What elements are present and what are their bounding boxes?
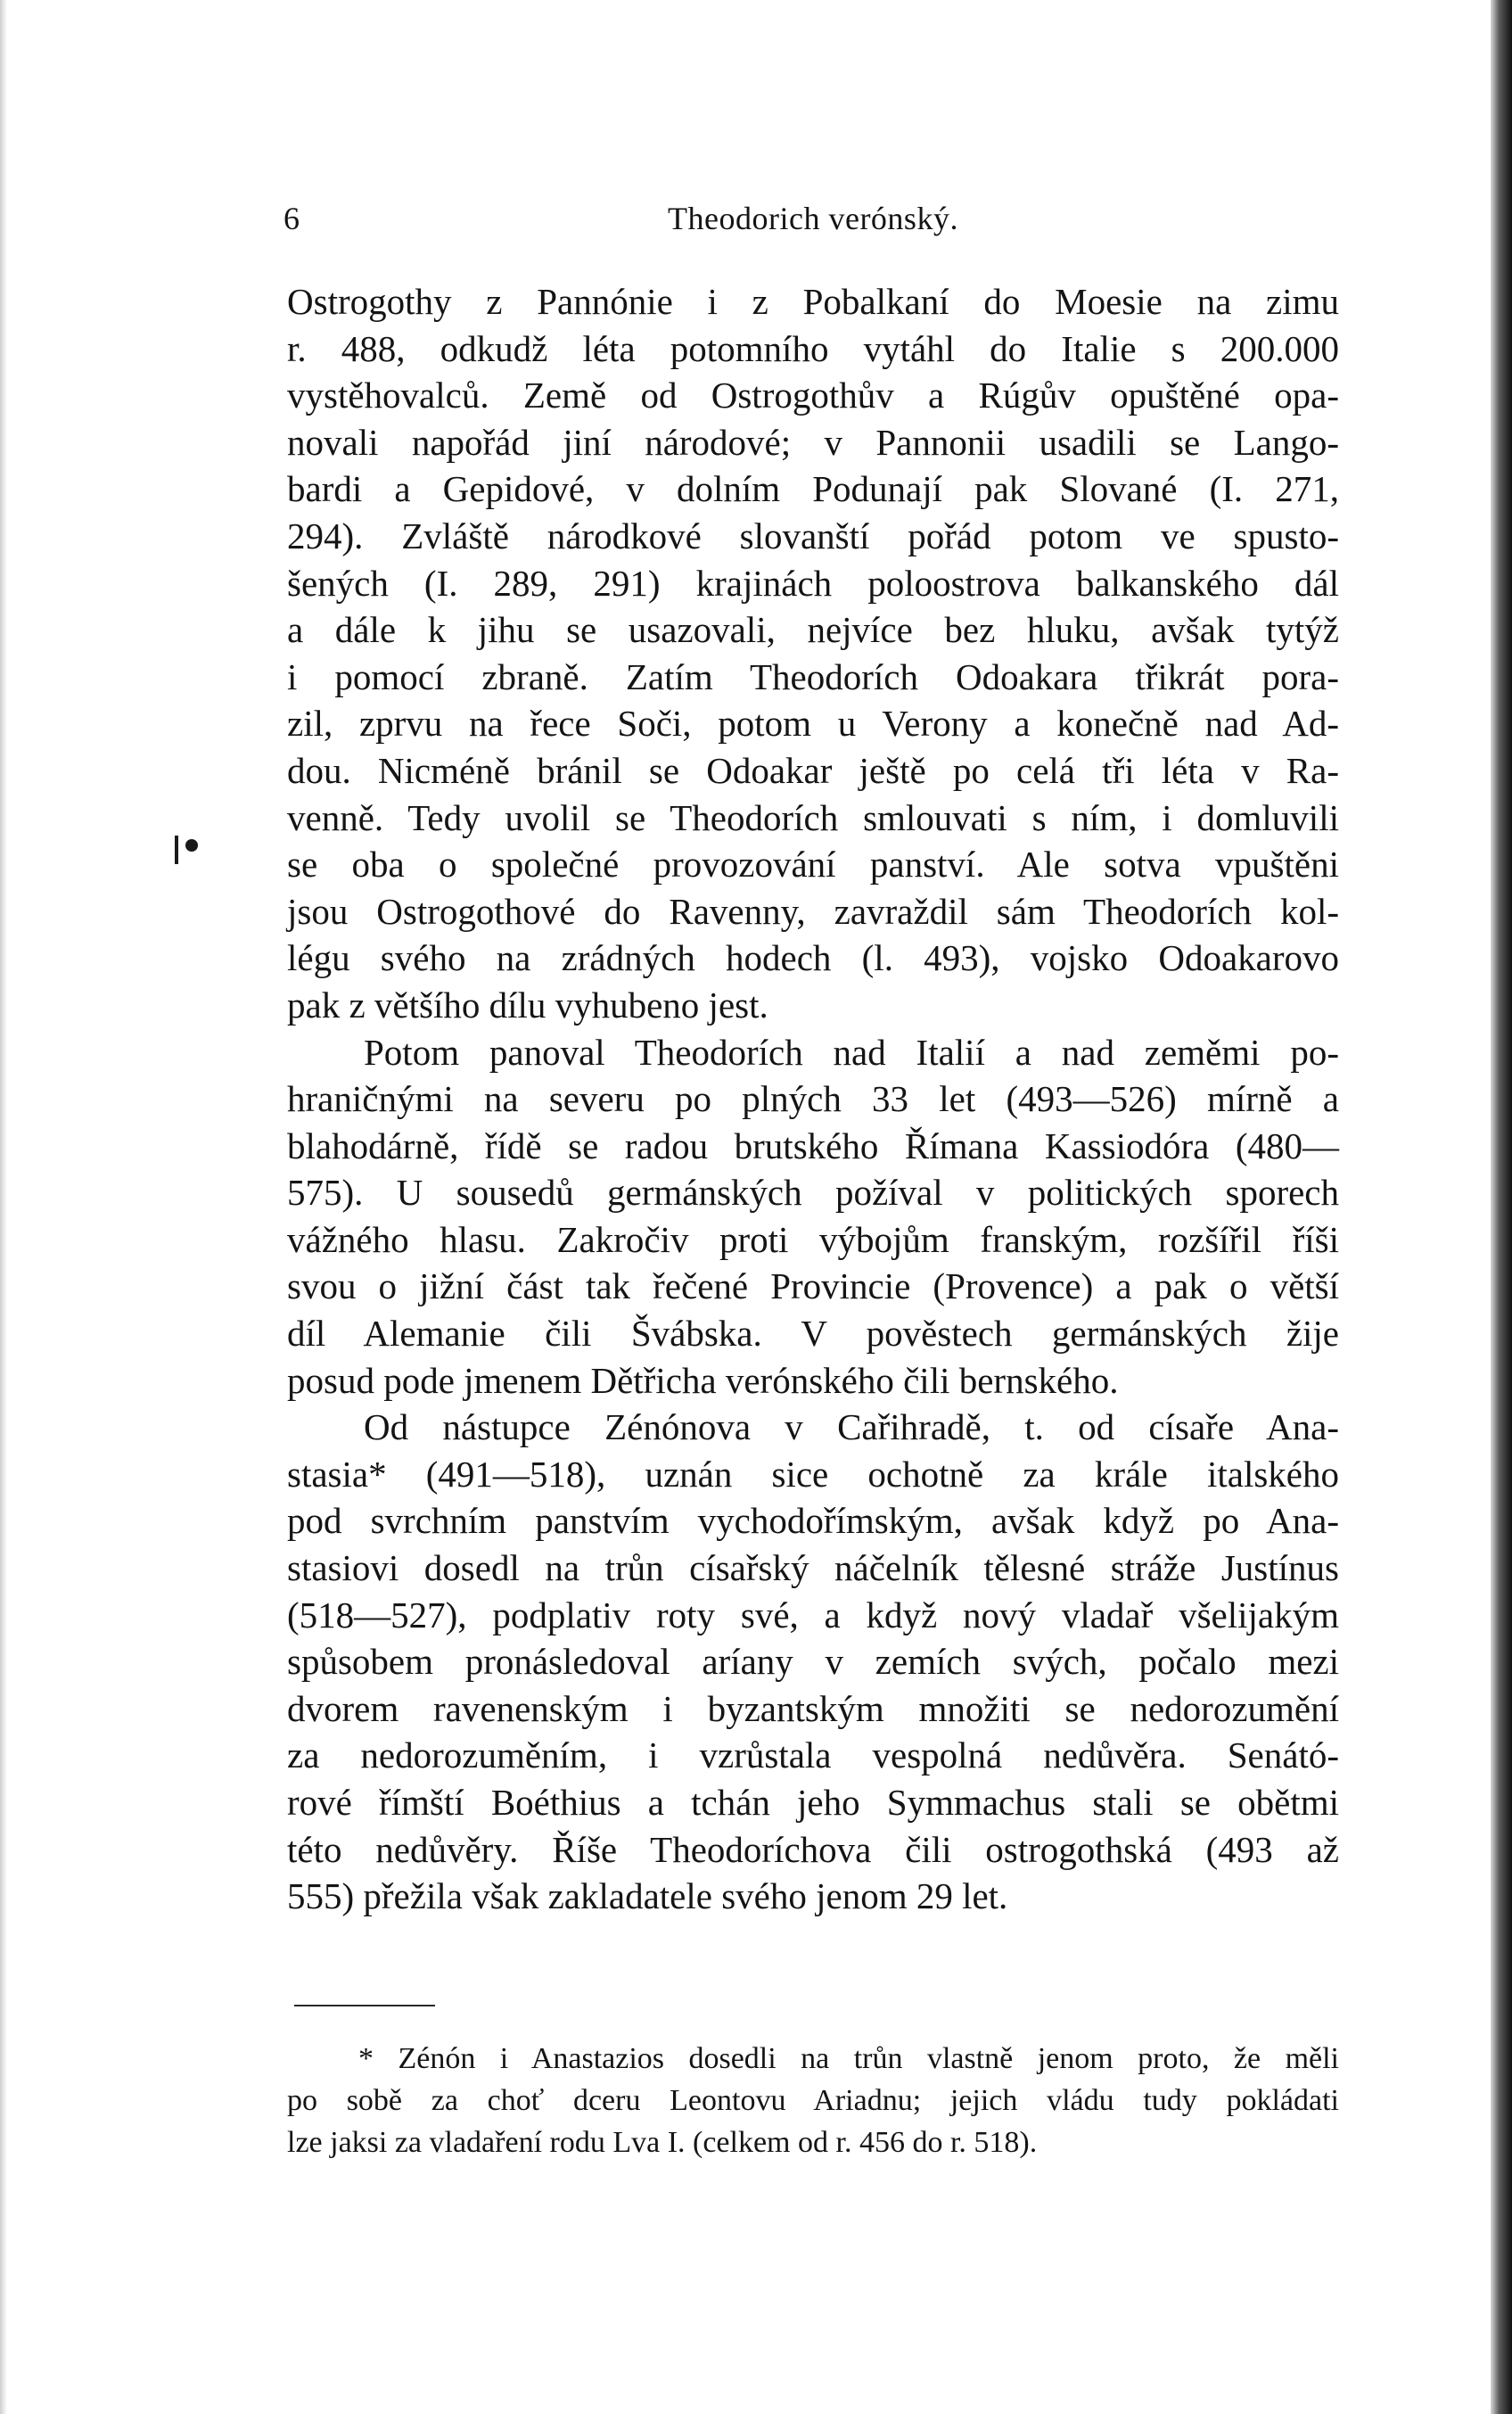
body-line: i pomocí zbraně. Zatím Theodorích Odoakara třikrát pora- (287, 655, 1339, 697)
body-line: zil, zprvu na řece Soči, potom u Verony a konečně nad Ad- (287, 703, 1339, 745)
page-edge-right (1491, 0, 1512, 2414)
body-line: r. 488, odkudž léta potomního vytáhl do Italie s 200.000 (287, 327, 1339, 369)
body-line: Potom panoval Theodorích nad Italií a nad zeměmi po- (364, 1031, 1339, 1073)
body-line: 555) přežila však zakladatele svého jenom 29 let. (287, 1875, 1008, 1917)
page-edge-left (0, 0, 7, 2414)
page-header (284, 200, 1343, 246)
body-line: svou o jižní část tak řečené Provincie (Provence) a pak o větší (287, 1265, 1339, 1307)
body-line: díl Alemanie čili Švábska. V pověstech germánských žije (287, 1313, 1339, 1355)
body-line: Ostrogothy z Pannónie i z Pobalkaní do Moesie na zimu (287, 281, 1339, 322)
footnote-rule (294, 2005, 435, 2006)
footnote-line: lze jaksi za vladaření rodu Lva I. (celkem od r. 456 do r. 518). (287, 2126, 1038, 2159)
body-line: šených (I. 289, 291) krajinách poloostrova balkanského dál (287, 562, 1339, 604)
body-line: stasiovi dosedl na trůn císařský náčelník tělesné stráže Justínus (287, 1547, 1339, 1589)
body-line: vystěhovalců. Země od Ostrogothův a Rúgův opuštěné opa- (287, 375, 1339, 416)
body-line: pak z většího dílu vyhubeno jest. (287, 984, 768, 1026)
margin-dot-mark (185, 839, 198, 852)
body-line: rové římští Boéthius a tchán jeho Symmachus stali se obětmi (287, 1782, 1339, 1823)
body-line: Od nástupce Zénónova v Cařihradě, t. od císaře Ana- (364, 1406, 1339, 1448)
body-line: blahodárně, řídě se radou brutského Římana Kassiodóra (480— (287, 1125, 1339, 1166)
body-line: 575). U sousedů germánských požíval v politických sporech (287, 1172, 1339, 1214)
body-line: légu svého na zrádných hodech (l. 493), vojsko Odoakarovo (287, 937, 1339, 979)
body-line: dvorem ravenenským i byzantským množiti se nedorozumění (287, 1687, 1339, 1729)
body-line: za nedorozuměním, i vzrůstala vespolná nedůvěra. Senátó- (287, 1734, 1339, 1776)
main-text (287, 278, 1339, 1920)
footnote-line: * Zénón i Anastazios dosedli na trůn vlastně jenom proto, že měli (358, 2042, 1339, 2075)
page-number: 6 (284, 201, 300, 236)
body-line: venně. Tedy uvolil se Theodorích smlouvati s ním, i domluvili (287, 796, 1339, 838)
body-line: dou. Nicméně bránil se Odoakar ještě po celá tři léta v Ra- (287, 749, 1339, 791)
body-line: stasia* (491—518), uznán sice ochotně za krále italského (287, 1453, 1339, 1495)
running-title: Theodorich verónský. (668, 201, 958, 236)
footnote (287, 2038, 1339, 2163)
body-line: posud pode jmenem Dětřicha verónského čili bernského. (287, 1359, 1119, 1401)
footnote-line: po sobě za choť dceru Leontovu Ariadnu; jejich vládu tudy pokládati (287, 2084, 1339, 2117)
margin-mark (171, 834, 218, 869)
body-line: vážného hlasu. Zakročiv proti výbojům franským, rozšířil říši (287, 1218, 1339, 1260)
body-line: bardi a Gepidové, v dolním Podunají pak Slované (I. 271, (287, 468, 1339, 510)
body-line: této nedůvěry. Říše Theodoríchova čili ostrogothská (493 až (287, 1828, 1339, 1870)
body-line: 294). Zvláště národkové slovanští pořád potom ve spusto- (287, 515, 1339, 556)
body-line: a dále k jihu se usazovali, nejvíce bez hluku, avšak tytýž (287, 609, 1339, 651)
body-line: jsou Ostrogothové do Ravenny, zavraždil sám Theodorích kol- (287, 890, 1339, 932)
body-line: hraničnými na severu po plných 33 let (493—526) mírně a (287, 1078, 1339, 1120)
body-line: pod svrchním panstvím vychodořímským, avšak když po Ana- (287, 1500, 1339, 1542)
body-line: novali napořád jiní národové; v Pannonii usadili se Lango- (287, 421, 1339, 463)
margin-bar-mark (175, 836, 178, 864)
body-line: spůsobem pronásledoval aríany v zemích svých, počalo mezi (287, 1641, 1339, 1683)
body-line: (518—527), podplativ roty své, a když nový vladař všelijakým (287, 1594, 1339, 1635)
body-line: se oba o společné provozování panství. Ale sotva vpuštěni (287, 844, 1339, 886)
